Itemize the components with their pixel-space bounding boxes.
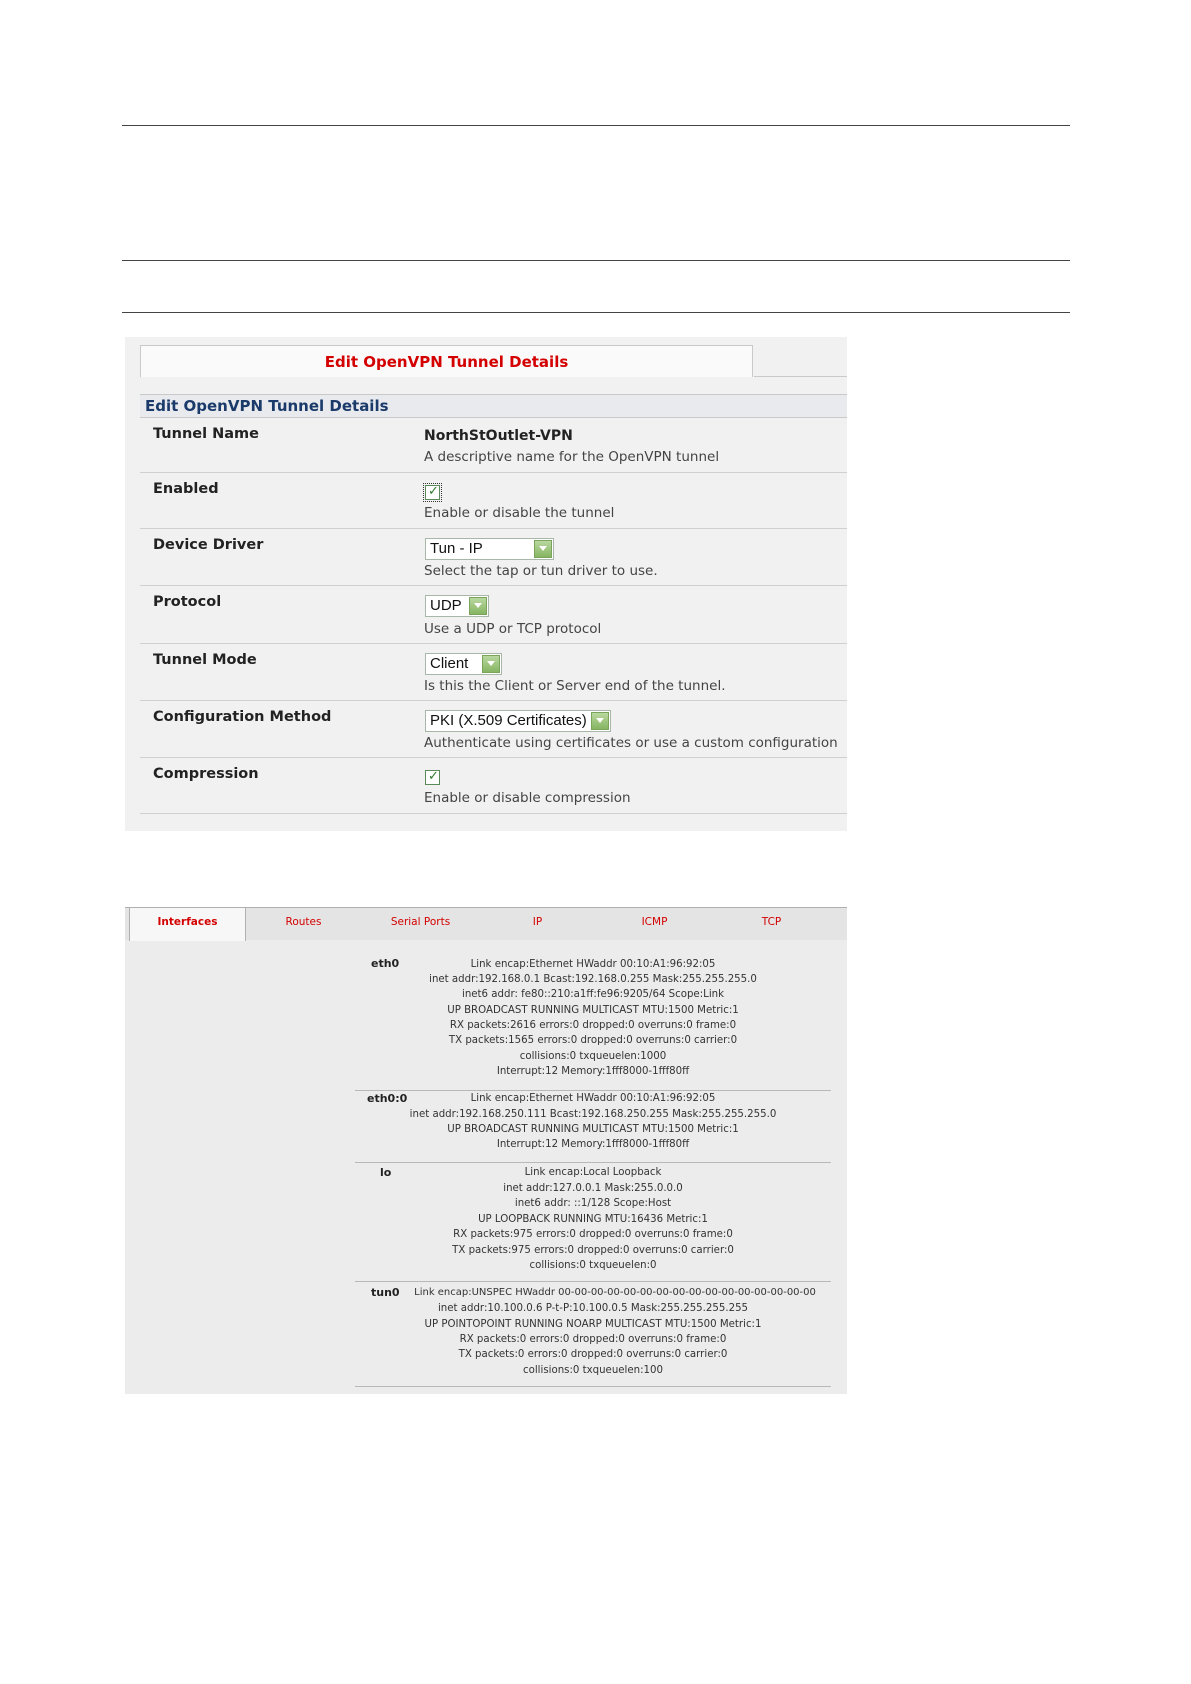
interface-detail-line: inet addr:192.168.250.111 Bcast:192.168.250.255 Mask:255.255.255.0 — [409, 1109, 777, 1120]
desc-config-method: Authenticate using certificates or use a custom configuration — [424, 735, 838, 751]
tab-tcp[interactable]: TCP — [761, 916, 782, 928]
tab-serial-ports[interactable]: Serial Ports — [390, 916, 451, 928]
interface-name: eth0 — [371, 957, 400, 970]
interface-name: lo — [380, 1166, 392, 1179]
desc-protocol: Use a UDP or TCP protocol — [424, 621, 602, 637]
desc-enabled: Enable or disable the tunnel — [424, 505, 615, 521]
interface-detail-line: RX packets:2616 errors:0 dropped:0 overruns:0 frame:0 — [449, 1020, 737, 1031]
row-tunnel-name — [140, 418, 847, 473]
interface-detail-line: Link encap:UNSPEC HWaddr 00-00-00-00-00-00-00-00-00-00-00-00-00-00-00-00 — [414, 1287, 816, 1298]
page-rule-top — [122, 125, 1070, 126]
interface-detail-line: UP POINTOPOINT RUNNING NOARP MULTICAST MTU:1500 Metric:1 — [424, 1319, 762, 1330]
interface-detail-line: collisions:0 txqueuelen:0 — [529, 1260, 657, 1271]
row-tunnel-mode — [140, 644, 847, 701]
interface-row-eth0 — [355, 957, 831, 1091]
interface-detail-line: collisions:0 txqueuelen:100 — [523, 1365, 663, 1376]
status-tab-bar — [125, 907, 847, 940]
tab-edit-openvpn[interactable]: Edit OpenVPN Tunnel Details — [140, 345, 753, 377]
interface-detail-line: UP BROADCAST RUNNING MULTICAST MTU:1500 Metric:1 — [447, 1124, 739, 1135]
config-method-value: PKI (X.509 Certificates) — [430, 712, 587, 729]
tab-icmp[interactable]: ICMP — [641, 916, 668, 928]
interface-detail-line: inet6 addr: ::1/128 Scope:Host — [514, 1198, 672, 1209]
interface-detail-line: Link encap:Local Loopback — [524, 1167, 662, 1178]
config-method-select[interactable] — [425, 710, 611, 732]
check-icon: ✓ — [428, 769, 439, 784]
tunnel-mode-value: Client — [430, 655, 469, 672]
interface-detail-line: Interrupt:12 Memory:1fff8000-1fff80ff — [496, 1139, 690, 1150]
row-config-method — [140, 701, 847, 758]
interface-detail-line: inet addr:127.0.0.1 Mask:255.0.0.0 — [503, 1183, 683, 1194]
interface-detail-line: Interrupt:12 Memory:1fff8000-1fff80ff — [496, 1066, 690, 1077]
interface-row-lo — [355, 1162, 831, 1282]
tab-bar-line — [754, 376, 847, 377]
label-tunnel-mode: Tunnel Mode — [153, 652, 257, 668]
label-tunnel-name: Tunnel Name — [153, 426, 259, 442]
interface-row-tun0 — [355, 1281, 831, 1387]
interface-detail-line: Link encap:Ethernet HWaddr 00:10:A1:96:92:05 — [470, 1093, 716, 1104]
compression-checkbox[interactable] — [425, 770, 440, 785]
device-driver-value: Tun - IP — [430, 540, 483, 557]
interface-detail-line: UP BROADCAST RUNNING MULTICAST MTU:1500 Metric:1 — [447, 1005, 739, 1016]
interface-name: tun0 — [371, 1286, 400, 1299]
interface-detail-line: collisions:0 txqueuelen:1000 — [519, 1051, 667, 1062]
chevron-down-icon[interactable] — [469, 597, 487, 615]
row-enabled — [140, 473, 847, 529]
protocol-select[interactable] — [425, 595, 489, 617]
network-status-panel — [125, 907, 847, 1394]
label-compression: Compression — [153, 766, 259, 782]
chevron-down-icon[interactable] — [482, 655, 500, 673]
interface-row-eth0-0 — [355, 1090, 831, 1163]
interface-detail-line: RX packets:975 errors:0 dropped:0 overruns:0 frame:0 — [453, 1229, 733, 1240]
protocol-value: UDP — [430, 597, 462, 614]
label-config-method: Configuration Method — [153, 709, 332, 725]
page-rule-bottom — [122, 312, 1070, 313]
openvpn-edit-panel — [125, 337, 847, 831]
interface-detail-line: inet addr:192.168.0.1 Bcast:192.168.0.255 Mask:255.255.255.0 — [429, 974, 757, 985]
interface-detail-line: UP LOOPBACK RUNNING MTU:16436 Metric:1 — [478, 1214, 708, 1225]
chevron-down-icon[interactable] — [591, 712, 609, 730]
row-compression — [140, 758, 847, 814]
interface-name: eth0:0 — [367, 1092, 408, 1105]
interface-detail-line: TX packets:0 errors:0 dropped:0 overruns:0 carrier:0 — [458, 1349, 728, 1360]
page-rule-middle — [122, 260, 1070, 261]
tab-routes[interactable]: Routes — [285, 916, 322, 928]
tab-interfaces[interactable]: Interfaces — [129, 908, 246, 941]
interface-detail-line: TX packets:975 errors:0 dropped:0 overruns:0 carrier:0 — [452, 1245, 734, 1256]
label-device-driver: Device Driver — [153, 537, 264, 553]
label-protocol: Protocol — [153, 594, 222, 610]
tab-bar — [125, 337, 847, 377]
tunnel-name-value[interactable]: NorthStOutlet-VPN — [424, 428, 573, 444]
section-title: Edit OpenVPN Tunnel Details — [140, 394, 847, 418]
interface-detail-line: RX packets:0 errors:0 dropped:0 overruns:0 frame:0 — [459, 1334, 727, 1345]
check-icon: ✓ — [428, 484, 439, 499]
tab-ip[interactable]: IP — [532, 916, 543, 928]
enabled-checkbox[interactable] — [425, 485, 440, 500]
tunnel-mode-select[interactable] — [425, 653, 502, 675]
interface-detail-line: TX packets:1565 errors:0 dropped:0 overruns:0 carrier:0 — [448, 1035, 738, 1046]
interface-detail-line: inet addr:10.100.0.6 P-t-P:10.100.0.5 Mask:255.255.255.255 — [437, 1303, 749, 1314]
desc-tunnel-name: A descriptive name for the OpenVPN tunnel — [424, 449, 720, 465]
row-device-driver — [140, 529, 847, 586]
desc-compression: Enable or disable compression — [424, 790, 631, 806]
chevron-down-icon[interactable] — [534, 540, 552, 558]
desc-tunnel-mode: Is this the Client or Server end of the tunnel. — [424, 678, 726, 694]
device-driver-select[interactable] — [425, 538, 554, 560]
interface-detail-line: Link encap:Ethernet HWaddr 00:10:A1:96:92:05 — [470, 959, 716, 970]
label-enabled: Enabled — [153, 481, 219, 497]
interface-detail-line: inet6 addr: fe80::210:a1ff:fe96:9205/64 Scope:Link — [462, 989, 724, 1000]
row-protocol — [140, 586, 847, 644]
desc-device-driver: Select the tap or tun driver to use. — [424, 563, 658, 579]
